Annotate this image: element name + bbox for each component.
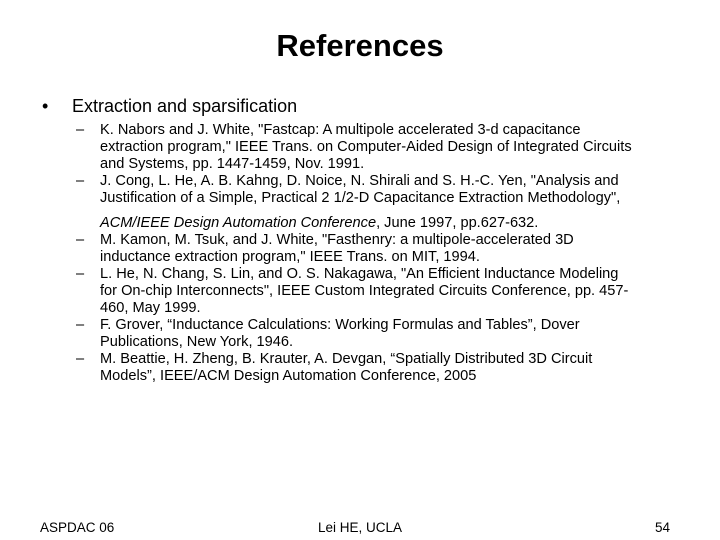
reference-line: J. Cong, L. He, A. B. Kahng, D. Noice, N. Shirali and S. H.-C. Yen, "Analysis and (100, 173, 619, 189)
dash-marker: – (76, 351, 85, 367)
reference-item (76, 266, 696, 317)
reference-item (76, 351, 696, 385)
reference-list (76, 122, 696, 385)
bullet-dot: • (42, 96, 49, 116)
reference-item (76, 317, 696, 351)
reference-line: M. Kamon, M. Tsuk, and J. White, "Fasthenry: a multipole-accelerated 3D (100, 232, 574, 248)
reference-line: inductance extraction program," IEEE Trans. on MIT, 1994. (100, 249, 480, 265)
reference-item (76, 173, 696, 232)
reference-item (76, 232, 696, 266)
footer-conference: ASPDAC 06 (40, 520, 115, 535)
dash-marker: – (76, 266, 85, 282)
bullet-item (42, 96, 297, 117)
reference-line: 460, May 1999. (100, 300, 201, 316)
reference-line: Justification of a Simple, Practical 2 1/2-D Capacitance Extraction Methodology", (100, 190, 621, 206)
reference-line: F. Grover, “Inductance Calculations: Working Formulas and Tables”, Dover (100, 317, 580, 333)
reference-line: Models”, IEEE/ACM Design Automation Conference, 2005 (100, 368, 477, 384)
dash-marker: – (76, 232, 85, 248)
footer-page-number: 54 (654, 520, 670, 535)
bullet-text: Extraction and sparsification (72, 96, 298, 116)
dash-marker: – (76, 122, 85, 138)
reference-line (100, 215, 696, 232)
footer-author: Lei HE, UCLA (317, 520, 403, 535)
reference-venue-rest: , June 1997, pp.627-632. (376, 215, 539, 231)
reference-line: Publications, New York, 1946. (100, 334, 294, 350)
reference-line: and Systems, pp. 1447-1459, Nov. 1991. (100, 156, 365, 172)
reference-line: for On-chip Interconnects", IEEE Custom Integrated Circuits Conference, pp. 457- (100, 283, 629, 299)
reference-line: M. Beattie, H. Zheng, B. Krauter, A. Devgan, “Spatially Distributed 3D Circuit (100, 351, 593, 367)
reference-line: K. Nabors and J. White, "Fastcap: A multipole accelerated 3-d capacitance (100, 122, 581, 138)
dash-marker: – (76, 173, 85, 189)
reference-item (76, 122, 696, 173)
dash-marker: – (76, 317, 85, 333)
reference-line: L. He, N. Chang, S. Lin, and O. S. Nakagawa, "An Efficient Inductance Modeling (100, 266, 619, 282)
slide-title: References (276, 28, 444, 63)
reference-line: extraction program," IEEE Trans. on Computer-Aided Design of Integrated Circuits (100, 139, 632, 155)
reference-venue: ACM/IEEE Design Automation Conference (100, 215, 377, 231)
